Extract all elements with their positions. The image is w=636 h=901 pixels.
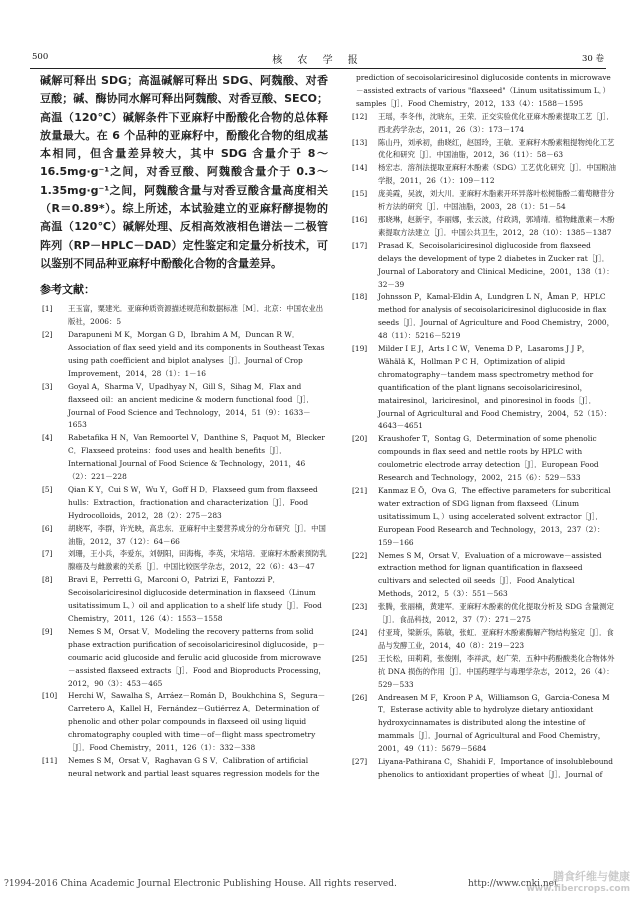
reference-item (40, 626, 328, 691)
reference-item (40, 484, 328, 523)
reference-text: 王玉富，粟建光．亚麻种质资源描述规范和数据标准［M］．北京：中国农业出版社，2006：5 (68, 304, 324, 327)
reference-item (350, 433, 616, 485)
reference-item (350, 111, 616, 137)
references-title: 参考文献： (40, 283, 95, 297)
reference-number: [4] (42, 433, 53, 443)
reference-text: 王长松，田莉莉，张俊刚，李祥武，赵广荣．五种中药酚酸类化合物体外抗 DNA 损伤的作用［J］．中国药理学与毒理学杂志，2012，26（4）：529－533 (378, 653, 615, 689)
reference-number: [5] (42, 484, 53, 494)
reference-text: Kraushofer T，Sontag G．Determination of some phenolic compounds in flax seed and nettle roots by HPLC with coulometric electrode array detection［J］．European Food Research and Technology，2002，215（6）：529－533 (378, 434, 599, 483)
footer-url[interactable]: http://www.cnki.net (468, 879, 558, 889)
reference-text: Liyana-Pathirana C，Shahidi F．Importance of insolublebound phenolics to antioxidant properties of wheat［J］．Journal of (378, 757, 614, 779)
reference-text: Qian K Y，Cui S W，Wu Y，Goff H D．Flaxseed gum from flaxseed hulls：Extraction，fractionation and characterization［J］．Food Hydrocolloids，2012，28（2）：275－283 (68, 484, 318, 520)
reference-text: Rabetafika H N，Van Remoortel V，Danthine S，Paquot M，Blecker C．Flaxseed proteins：food uses and health benefits［J］．International Journal of Food Science & Technology，2011，46（2）：221－228 (68, 433, 325, 482)
reference-number: [27] (352, 757, 368, 767)
reference-number: [16] (352, 214, 368, 224)
header-rule (30, 68, 606, 69)
reference-number: [12] (352, 111, 368, 121)
reference-number: [17] (352, 240, 368, 250)
reference-item (350, 137, 616, 163)
reference-text: Nemes S M，Orsat V，Raghavan G S V．Calibration of artificial neural network and partial least squares regression models for the (68, 755, 320, 778)
reference-text: Milder I E J，Arts I C W，Venema D P，Lasaroms J J P，Wähälä K，Hollman P C H．Optimization of alipid chromatography－tandem mass spectrometry method for quantification of the plant lignans secoisolariciresinol，matairesinol，lariciresinol，and pinoresinol in foods［J］．Journal of Agricultural and Food Chemistry，2004，52（15）：4643－4651 (378, 344, 612, 431)
reference-item (350, 627, 616, 653)
reference-number: [14] (352, 163, 368, 173)
reference-text: 付亚琦，梁新乐，陈敏，张虹．亚麻籽木酚素酶解产物结构鉴定［J］．食品与发酵工业，2014，40（8）：219－223 (378, 627, 614, 650)
reference-text: 庞美霞，吴波，刘大川．亚麻籽木脂素开环异落叶松树脂酚二葡萄糖苷分析方法的研究［J］．中国油脂，2003，28（1）：51－54 (378, 189, 615, 212)
watermark-line2: www.fiberc​rops.com (526, 884, 630, 894)
references-list-left (40, 303, 328, 781)
reference-item (40, 432, 328, 484)
reference-text: Darapuneni M K，Morgan G D，Ibrahim A M，Duncan R W．Association of flax seed yield and its components in Southeast Texas using path coefficient and biplot analyses［J］．Journal of Crop Improvement，2014，28（1）：1－16 (68, 330, 325, 378)
reference-number: [25] (352, 653, 368, 663)
reference-text: Goyal A，Sharma V，Upadhyay N，Gill S，Sihag M．Flax and flaxseed oil：an ancient medicine & modern functional food［J］．Journal of Food Science and Technology，2014，51（9）：1633－1653 (68, 381, 314, 430)
reference-text: 张腾，张丽楠，黄建军．亚麻籽木酚素的优化提取分析及 SDG 含量测定［J］．食品科技，2012，37（7）：271－275 (378, 602, 614, 625)
reference-text: 陈山丹，刘承初，曲晓红，赵国玲，王敏．亚麻籽木酚素粗提物纯化工艺优化和研究［J］．中国油脂，2012，36（11）：58－63 (378, 137, 615, 160)
reference-text: Bravi E，Perretti G，Marconi O，Patrizi E，Fantozzi P．Secoisolariciresinol diglucoside determination in flaxseed（Linum usitatissimum L．）oil and application to a shelf life study［J］．Food Chemistry，2011，126（4）：1553－1558 (68, 575, 322, 624)
reference-number: [23] (352, 602, 368, 612)
copyright-notice: ?1994-2016 China Academic Journal Electronic Publishing House. All rights reserved. (4, 879, 397, 889)
reference-text: Nemes S M，Orsat V．Modeling the recovery patterns from solid phase extraction purification of secoisolariciresinol diglucoside，p－coumaric acid glucoside and ferulic acid glucoside from microwave－assisted flaxseed extracts［J］．Food and Bioproducts Processing，2012，90（3）：453－465 (68, 626, 326, 688)
reference-number: [1] (42, 304, 53, 314)
watermark-line1: 膳食纤维与健康 (553, 870, 630, 883)
reference-continuation: prediction of secoisolariciresinol diglucoside contents in microwave－assisted extracts of various "flaxseed"（Linum usitatissimum L．）samples［J］．Food Chemistry，2012，133（4）：1588－1595 (356, 73, 611, 108)
reference-number: [7] (42, 549, 53, 559)
watermark (480, 870, 630, 896)
reference-number: [24] (352, 627, 368, 637)
reference-item (350, 188, 616, 214)
reference-item (350, 653, 616, 692)
reference-text: Andreasen M F，Kroon P A，Williamson G，Garcia-Conesa M T．Esterase activity able to hydrolyze dietary antioxidant hydroxycinnamates is distributed along the intestine of mammals［J］．Journal of Agricultural and Food Chemistry，2001，49（11）：5679－5684 (378, 692, 610, 754)
reference-item (40, 574, 328, 626)
reference-text: 王瑶，李冬伟，沈晓东，王荣．正交实验优化亚麻木酚素提取工艺［J］．西北药学杂志，2011，26（3）：173－174 (378, 111, 614, 134)
journal-name: 核 农 学 报 (272, 55, 364, 66)
page-header (32, 52, 604, 66)
reference-number: [26] (352, 692, 368, 702)
reference-item (350, 485, 616, 550)
reference-number: [20] (352, 434, 368, 444)
reference-item (350, 756, 616, 782)
reference-text: Prasad K．Secoisolariciresinol diglucoside from flaxseed delays the development of type 2 diabetes in Zucker rat［J］．Journal of Laboratory and Clinical Medicine，2001，138（1）：32－39 (378, 240, 614, 289)
reference-number: [2] (42, 330, 53, 340)
reference-item (40, 755, 328, 781)
page-number: 500 (32, 52, 49, 62)
reference-number: [3] (42, 381, 53, 391)
reference-number: [6] (42, 523, 53, 533)
reference-number: [9] (42, 626, 53, 636)
reference-item (350, 601, 616, 627)
reference-number: [15] (352, 189, 368, 199)
reference-item (40, 548, 328, 574)
reference-text: 刘珊，王小兵，李爱东，刘朝阳，田海梅，李英，宋培培．亚麻籽木酚素预防乳腺癌及与雌激素的关系［J］．中国比较医学杂志，2012，22（6）：43－47 (68, 549, 327, 572)
reference-item (40, 523, 328, 549)
reference-item (40, 303, 328, 329)
reference-item (350, 214, 616, 240)
reference-number: [22] (352, 550, 368, 560)
reference-item (40, 690, 328, 755)
reference-number: [10] (42, 691, 58, 701)
reference-number: [8] (42, 575, 53, 585)
reference-item (40, 381, 328, 433)
reference-text: 那晓琳，赵新宇，李丽娜，张云波，付政鸿，郭靖靖．植物雌激素－木酚素提取方法建立［J］．中国公共卫生，2012，28（10）：1385－1387 (378, 214, 615, 237)
reference-item (350, 692, 616, 757)
reference-number: [13] (352, 137, 368, 147)
volume-label: 30 卷 (581, 54, 604, 64)
reference-text: Kanmaz E Ö，Ova G．The effective parameters for subcritical water extraction of SDG lignan from flaxseed（Linum usitatissimum L．）using accelerated solvent extractor［J］．European Food Research and Technology，2013，237（2）：159－166 (378, 486, 611, 547)
reference-text: 胡晓军，李群，许光映，高忠东．亚麻籽中主要营养成分的分布研究［J］．中国油脂，2012，37（12）：64－66 (68, 523, 326, 546)
reference-item (350, 240, 616, 292)
references-list-right (350, 111, 616, 782)
left-column (40, 72, 328, 781)
reference-number: [11] (42, 755, 58, 765)
reference-text: Nemes S M，Orsat V．Evaluation of a microwave－assisted extraction method for lignan quantification in flaxseed cultivars and selected oil seeds［J］．Food Analytical Methods，2012，5（3）：551－563 (378, 550, 602, 599)
reference-text: Johnsson P，Kamal-Eldin A，Lundgren L N，Åman P．HPLC method for analysis of secoisolariciresinol diglucoside in flax seeds［J］．Journal of Agriculture and Food Chemistry，2000，48（11）：5216－5219 (378, 292, 615, 341)
reference-item (350, 343, 616, 433)
right-column (350, 72, 616, 782)
reference-item (350, 291, 616, 343)
reference-item (350, 550, 616, 602)
conclusion-paragraph: 碱解可释出 SDG；高温碱解可释出 SDG、阿魏酸、对香豆酸；碱、酶协同水解可释出阿魏酸、对香豆酸、SECO；高温（120℃）碱解条件下亚麻籽中酚酸化合物的总体释放量最大。在 6 个品种的亚麻籽中，酚酸化合物的组成基本相同，但含量差异较大，其中 SDG 含量介于 8～16.5mg·g⁻¹之间，对香豆酸、阿魏酸含量介于 0.3～1.35mg·g⁻¹之间，阿魏酸含量与对香豆酸含量高度相关（R＝0.89*）。综上所述，本试验建立的亚麻籽酵提物的高温（120℃）碱解处理、反相高效液相色谱法－二极管阵列（RP－HPLC－DAD）定性鉴定和定量分析技术，可以鉴别不同品种亚麻籽中酚酸化合物的含量差异。 (40, 74, 328, 270)
reference-item (40, 329, 328, 381)
reference-number: [19] (352, 344, 368, 354)
reference-text: 杨宏志．溶剂法提取亚麻籽木酚素（SDG）工艺优化研究［J］．中国粮油学报，2011，26（1）：109－112 (378, 163, 616, 186)
reference-text: Herchi W，Sawalha S，Arráez－Román D，Boukhchina S，Segura－Carretero A，Kallel H，Fernández－Gutiérrez A．Determination of phenolic and other polar compounds in flaxseed oil using liquid chromatography coupled with time－of－flight mass spectrometry［J］．Food Chemistry，2011，126（1）：332－338 (68, 691, 326, 753)
reference-number: [21] (352, 486, 368, 495)
reference-number: [18] (352, 292, 368, 302)
reference-item (350, 162, 616, 188)
